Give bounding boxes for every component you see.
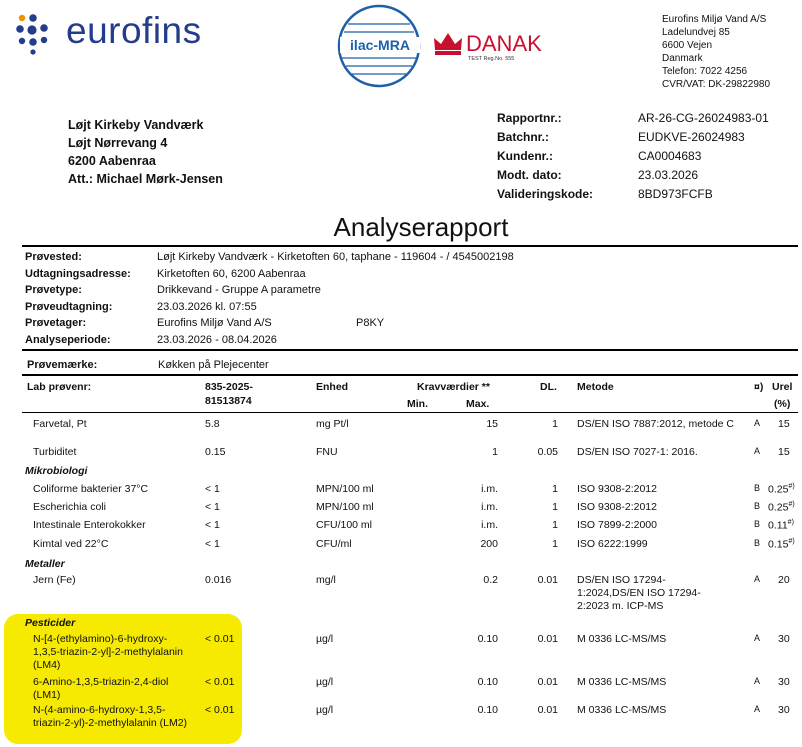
max-value: 0.10 xyxy=(477,676,498,688)
recipient-line: 6200 Aabenraa xyxy=(68,154,156,168)
info-row: Analyseperiode: 23.03.2026 - 08.04.2026 xyxy=(25,333,277,346)
result-value: 5.8 xyxy=(205,418,220,430)
recipient-line: Løjt Nørrevang 4 xyxy=(68,136,168,150)
unit: FNU xyxy=(316,446,338,458)
section-heading: Mikrobiologi xyxy=(25,465,88,477)
dl-value: 0.01 xyxy=(537,704,558,716)
table-row xyxy=(0,676,802,704)
header-limits: Kravværdier ** xyxy=(417,381,490,393)
uncertainty: 0.11#) xyxy=(768,519,794,532)
param-name: N-[4-(ethylamino)-6-hydroxy-1,3,5-triazin-2-yl]-2-methylalanin (LM4) xyxy=(33,633,183,671)
method: ISO 6222:1999 xyxy=(577,538,648,550)
result-value: < 0.01 xyxy=(205,676,235,688)
result-value: < 1 xyxy=(205,519,220,531)
max-value: i.m. xyxy=(481,501,498,513)
header-lab: Lab prøvenr: xyxy=(27,381,92,393)
header-unit: Enhed xyxy=(316,381,349,393)
dl-value: 0.01 xyxy=(537,633,558,645)
method: ISO 9308-2:2012 xyxy=(577,501,657,513)
meta-row: Batchnr.: EUDKVE-26024983 xyxy=(497,130,745,144)
uncertainty: 0.25#) xyxy=(768,483,795,496)
header-method: Metode xyxy=(577,381,614,393)
table-row xyxy=(0,574,802,614)
address-line: Eurofins Miljø Vand A/S xyxy=(662,14,767,25)
info-row: Udtagningsadresse: Kirketoften 60, 6200 Aabenraa xyxy=(25,267,306,280)
dl-value: 0.01 xyxy=(537,676,558,688)
method: M 0336 LC-MS/MS xyxy=(577,633,667,645)
acc-code: B xyxy=(754,483,761,493)
acc-code: B xyxy=(754,538,761,548)
header-unc: Urel xyxy=(772,381,793,393)
result-value: < 1 xyxy=(205,501,220,513)
header-sample-no: 81513874 xyxy=(205,395,252,407)
info-row: Prøvested: Løjt Kirkeby Vandværk - Kirketoften 60, taphane - 119604 - / 4545002198 xyxy=(25,251,514,263)
unit: MPN/100 ml xyxy=(316,501,374,513)
param-name: Intestinale Enterokokker xyxy=(33,519,146,531)
result-value: 0.016 xyxy=(205,574,232,586)
uncertainty: 0.15#) xyxy=(768,538,795,551)
eurofins-wordmark: eurofins xyxy=(66,10,202,51)
unit: MPN/100 ml xyxy=(316,483,374,495)
address-line: Danmark xyxy=(662,53,703,64)
method: M 0336 LC-MS/MS xyxy=(577,704,667,716)
table-row xyxy=(0,519,802,535)
max-value: 200 xyxy=(480,538,498,550)
dl-value: 1 xyxy=(552,519,558,531)
param-name: Coliforme bakterier 37°C xyxy=(33,483,149,495)
address-line: Telefon: 7022 4256 xyxy=(662,66,748,77)
param-name: Escherichia coli xyxy=(33,501,106,513)
method: DS/EN ISO 7027-1: 2016. xyxy=(577,446,698,458)
param-name: 6-Amino-1,3,5-triazin-2,4-diol (LM1) xyxy=(33,676,169,701)
acc-code: A xyxy=(754,676,761,686)
danak-reg-number: TEST Reg.No. 555 xyxy=(468,56,515,62)
uncertainty: 15 xyxy=(778,446,790,458)
param-name: Farvetal, Pt xyxy=(33,418,87,430)
meta-row: Rapportnr.: AR-26-CG-26024983-01 xyxy=(497,111,769,125)
page-title: Analyserapport xyxy=(333,212,509,242)
dl-value: 0.01 xyxy=(537,574,558,586)
header-sample-no: 835-2025- xyxy=(205,381,253,393)
address-line: 6600 Vejen xyxy=(662,40,713,51)
max-value: 15 xyxy=(486,418,498,430)
uncertainty: 20 xyxy=(778,574,790,586)
header-acc: ¤) xyxy=(754,381,764,393)
acc-code: A xyxy=(754,633,761,643)
info-row: Prøvetype: Drikkevand - Gruppe A parametre xyxy=(25,284,321,296)
param-name: Kimtal ved 22°C xyxy=(33,538,109,550)
unit: CFU/100 ml xyxy=(316,519,373,531)
acc-code: B xyxy=(754,519,761,529)
header-min: Min. xyxy=(407,398,428,410)
method: M 0336 LC-MS/MS xyxy=(577,676,667,688)
max-value: 0.2 xyxy=(483,574,498,586)
max-value: 1 xyxy=(492,446,498,458)
sample-mark-row: Prøvemærke: Køkken på Plejecenter xyxy=(27,359,269,371)
uncertainty: 0.25#) xyxy=(768,501,795,514)
dl-value: 0.05 xyxy=(537,446,558,458)
param-name: Turbiditet xyxy=(33,446,77,458)
method: DS/EN ISO 7887:2012, metode C xyxy=(577,418,735,430)
section-heading: Pesticider xyxy=(25,617,76,629)
meta-row: Modt. dato: 23.03.2026 xyxy=(497,168,699,182)
uncertainty: 30 xyxy=(778,633,790,645)
meta-row: Kundenr.: CA0004683 xyxy=(497,149,702,163)
recipient-line: Att.: Michael Mørk-Jensen xyxy=(68,172,223,186)
result-value: < 0.01 xyxy=(205,633,235,645)
dl-value: 1 xyxy=(552,501,558,513)
table-row xyxy=(0,501,802,517)
unit: mg Pt/l xyxy=(316,418,349,430)
result-value: < 1 xyxy=(205,538,220,550)
address-line: CVR/VAT: DK-29822980 xyxy=(662,79,771,90)
info-row: Prøvetager: Eurofins Miljø Vand A/S P8KY xyxy=(25,317,385,329)
max-value: 0.10 xyxy=(477,704,498,716)
unit: CFU/ml xyxy=(316,538,352,550)
method: DS/EN ISO 17294-1:2024,DS/EN ISO 17294-2:2023 m. ICP-MS xyxy=(577,574,701,612)
table-row xyxy=(0,418,802,444)
ilac-mra-label: ilac-MRA xyxy=(340,37,420,53)
dl-value: 1 xyxy=(552,538,558,550)
uncertainty: 30 xyxy=(778,676,790,688)
acc-code: A xyxy=(754,418,761,428)
uncertainty: 15 xyxy=(778,418,790,430)
max-value: i.m. xyxy=(481,483,498,495)
dl-value: 1 xyxy=(552,418,558,430)
unit: µg/l xyxy=(316,676,334,688)
unit: µg/l xyxy=(316,704,334,716)
max-value: 0.10 xyxy=(477,633,498,645)
table-row xyxy=(0,704,802,746)
uncertainty: 30 xyxy=(778,704,790,716)
section-heading: Metaller xyxy=(25,558,65,570)
acc-code: A xyxy=(754,704,761,714)
dl-value: 1 xyxy=(552,483,558,495)
header-unc-pct: (%) xyxy=(774,398,791,410)
param-name: N-(4-amino-6-hydroxy-1,3,5-triazin-2-yl)-2-methylalanin (LM2) xyxy=(33,704,188,729)
danak-wordmark: DANAK xyxy=(466,31,542,56)
meta-row: Valideringskode: 8BD973FCFB xyxy=(497,187,713,201)
table-row xyxy=(0,446,802,462)
address-line: Ladelundvej 85 xyxy=(662,27,730,38)
unit: mg/l xyxy=(316,574,336,586)
table-row xyxy=(0,538,802,554)
acc-code: A xyxy=(754,574,761,584)
acc-code: A xyxy=(754,446,761,456)
method: ISO 9308-2:2012 xyxy=(577,483,657,495)
table-row xyxy=(0,633,802,675)
result-value: 0.15 xyxy=(205,446,226,458)
result-value: < 1 xyxy=(205,483,220,495)
table-row xyxy=(0,483,802,499)
method: ISO 7899-2:2000 xyxy=(577,519,657,531)
recipient-line: Løjt Kirkeby Vandværk xyxy=(68,118,204,132)
header-max: Max. xyxy=(466,398,490,410)
acc-code: B xyxy=(754,501,761,511)
param-name: Jern (Fe) xyxy=(33,574,76,586)
info-row: Prøveudtagning: 23.03.2026 kl. 07:55 xyxy=(25,300,257,313)
unit: µg/l xyxy=(316,633,334,645)
max-value: i.m. xyxy=(481,519,498,531)
header-dl: DL. xyxy=(540,381,557,393)
result-value: < 0.01 xyxy=(205,704,235,716)
